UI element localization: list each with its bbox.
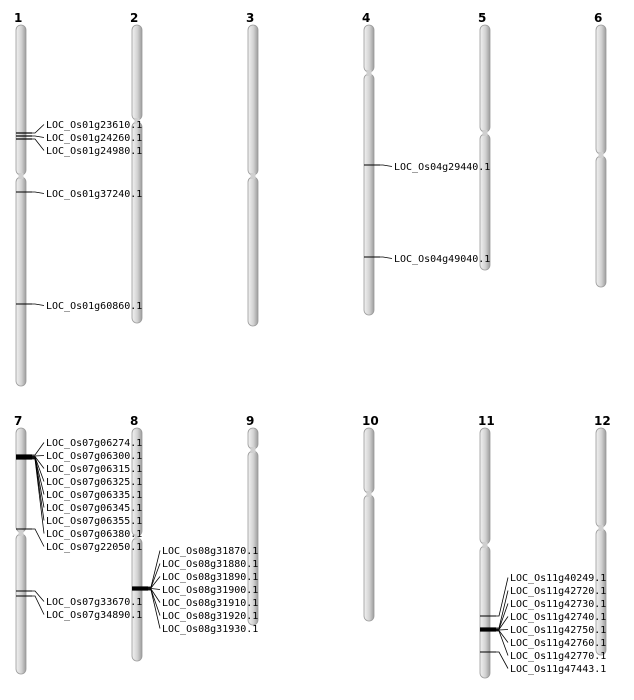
gene-leader-line [28,529,44,547]
chromosome-10 [362,414,379,621]
gene-label: LOC_Os08g31880.1 [162,559,259,570]
centromere [483,130,488,136]
gene-label: LOC_Os07g06274.1 [46,438,143,449]
chromosome-arm-upper [16,25,26,175]
chromosome-arm-lower [480,134,490,270]
chromosome-1 [14,11,26,386]
gene-label: LOC_Os07g06315.1 [46,464,143,475]
gene-leader-line [28,139,44,151]
gene-leader-line [28,304,44,306]
chromosome-arm-lower [16,177,26,386]
chromosome-4 [362,11,374,315]
chromosome-label: 11 [478,414,495,428]
chromosome-arm-lower [480,546,490,678]
gene-label: LOC_Os11g42730.1 [510,599,607,610]
gene-label: LOC_Os01g60860.1 [46,301,143,312]
gene-label: LOC_Os07g33670.1 [46,597,143,608]
chromosome-label: 10 [362,414,379,428]
gene-label: LOC_Os08g31910.1 [162,598,259,609]
centromere [251,447,256,453]
gene-label: LOC_Os07g06355.1 [46,516,143,527]
chromosome-11 [478,414,495,678]
gene-label: LOC_Os08g31930.1 [162,624,259,635]
chromosome-arm-lower [364,74,374,315]
gene-label: LOC_Os07g06345.1 [46,503,143,514]
gene-label: LOC_Os11g42770.1 [510,651,607,662]
gene-label: LOC_Os11g42760.1 [510,638,607,649]
centromere [19,173,24,179]
chromosome-label: 8 [130,414,139,428]
chromosome-3 [246,11,258,326]
gene-leader-line [28,192,44,194]
gene-label: LOC_Os11g47443.1 [510,664,607,675]
chromosome-7 [14,414,26,674]
chromosome-arm-lower [16,534,26,674]
gene-label: LOC_Os04g49040.1 [394,254,491,265]
gene-annotations-chr4 [364,162,490,265]
gene-leader-line [144,551,160,588]
chromosome-label: 12 [594,414,611,428]
chromosome-arm-upper [480,428,490,544]
gene-leader-line [492,652,508,669]
chromosome-arm-upper [248,428,258,449]
chromosome-label: 1 [14,11,23,25]
chromosome-label: 5 [478,11,487,25]
gene-leader-line [28,136,44,138]
chromosome-arm-upper [248,25,258,175]
centromere [483,542,488,548]
gene-annotations-chr11 [480,573,606,675]
gene-label: LOC_Os01g37240.1 [46,189,143,200]
gene-label: LOC_Os08g31920.1 [162,611,259,622]
chromosome-label: 2 [130,11,139,25]
gene-annotations-chr8 [132,546,258,635]
gene-leader-line [376,165,392,167]
chromosome-label: 7 [14,414,23,428]
gene-label: LOC_Os11g42750.1 [510,625,607,636]
chromosome-5 [478,11,490,270]
chromosome-arm-upper [596,25,606,154]
chromosome-arm-upper [596,428,606,527]
gene-label: LOC_Os01g24980.1 [46,146,143,157]
gene-label: LOC_Os04g29440.1 [394,162,491,173]
gene-label: LOC_Os08g31890.1 [162,572,259,583]
chromosome-arm-lower [248,177,258,326]
gene-label: LOC_Os07g34890.1 [46,610,143,621]
gene-leader-line [28,443,44,456]
chromosome-label: 3 [246,11,255,25]
gene-leader-line [492,631,508,643]
centromere [599,525,604,531]
chromosome-label: 4 [362,11,371,25]
gene-label: LOC_Os07g22050.1 [46,542,143,553]
gene-annotations-chr1 [16,120,142,312]
chromosome-arm-upper [480,25,490,132]
gene-label: LOC_Os08g31870.1 [162,546,259,557]
chromosome-arm-upper [132,25,142,120]
chromosome-label: 6 [594,11,603,25]
gene-label: LOC_Os11g40249.1 [510,573,607,584]
gene-label: LOC_Os11g42740.1 [510,612,607,623]
gene-annotations-chr7 [16,438,142,621]
gene-label: LOC_Os07g06300.1 [46,451,143,462]
gene-leader-line [376,257,392,259]
chromosome-arm-lower [364,495,374,621]
gene-leader-line [28,125,44,134]
centromere [599,152,604,158]
gene-label: LOC_Os08g31900.1 [162,585,259,596]
chromosome-arm-upper [364,25,374,72]
centromere [367,70,372,76]
gene-label: LOC_Os07g06335.1 [46,490,143,501]
centromere [19,530,24,536]
gene-label: LOC_Os07g06325.1 [46,477,143,488]
centromere [367,491,372,497]
gene-label: LOC_Os01g23610.1 [46,120,143,131]
centromere [251,173,256,179]
chromosome-2 [130,11,142,323]
gene-label: LOC_Os07g06380.1 [46,529,143,540]
chromosome-label: 9 [246,414,255,428]
gene-label: LOC_Os11g42720.1 [510,586,607,597]
chromosome-arm-upper [16,428,26,532]
chromosome-arm-lower [596,156,606,287]
gene-leader-line [144,564,160,588]
chromosome-6 [594,11,606,287]
gene-label: LOC_Os01g24260.1 [46,133,143,144]
chromosome-arm-upper [364,428,374,493]
